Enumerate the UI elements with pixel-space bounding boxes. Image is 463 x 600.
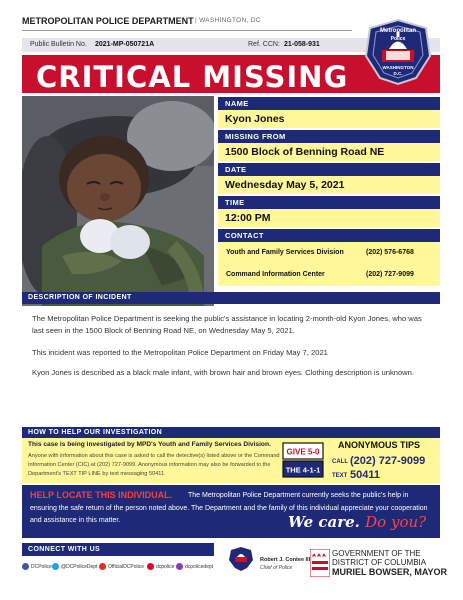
help-locate-title: HELP LOCATE THIS INDIVIDUAL. (30, 490, 173, 500)
chief-badge-icon (228, 546, 254, 572)
ccn-label: Ref. CCN: (248, 41, 280, 48)
chief-name: Robert J. Contee III (260, 557, 311, 563)
police-badge-logo (362, 18, 434, 86)
social-handle: dcpolicedept (185, 563, 214, 570)
we-care-text: We care. (288, 513, 360, 531)
contact-phone: (202) 576-6768 (366, 249, 414, 256)
tips-text-label: TEXT (332, 473, 348, 479)
dc-flag-logo (310, 549, 330, 577)
social-link-twitter[interactable] (52, 563, 97, 570)
social-link-instagram[interactable] (176, 563, 213, 570)
date-label: DATE (218, 163, 440, 176)
contact-row (218, 242, 440, 264)
missing-time: 12:00 PM (218, 209, 440, 227)
tips-text-code: 50411 (350, 469, 380, 481)
description-paragraph-1: The Metropolitan Police Department is seeking the public's assistance in locating 2-month-old Kyon Jones, who was last seen in the 1500 Block of Benning Road NE, on Wednesday May 5, 2021. (32, 314, 422, 335)
mayor-name: MURIEL BOWSER, MAYOR (332, 567, 448, 577)
facebook-icon (22, 563, 29, 570)
page-title: CRITICAL MISSING (36, 60, 349, 94)
missing-person-photo (22, 96, 214, 306)
chief-title: Chief of Police (260, 565, 293, 571)
contact-row (218, 264, 440, 286)
badge-bottom-text: Police (390, 36, 406, 42)
give-logo-bottom: THE 4-1-1 (285, 465, 321, 475)
tips-phone-number: (202) 727-9099 (350, 455, 426, 467)
social-handle: OfficialDCPolice (108, 563, 145, 570)
time-label: TIME (218, 196, 440, 209)
pinterest-icon (147, 563, 154, 570)
department-city: | WASHINGTON, DC (195, 17, 261, 24)
contact-unit: Command Information Center (226, 271, 325, 278)
give-logo-top: GIVE 5-0 (286, 447, 320, 457)
social-handle: DCPolice (31, 563, 52, 570)
ccn-number: 21-058-931 (284, 41, 320, 48)
government-line-2: DISTRICT OF COLUMBIA (332, 558, 427, 567)
badge-city-text: WASHINGTON (382, 65, 414, 70)
help-locate-text: The Metropolitan Police Department currently seeks the public's help in ensuring the safe return of the person noted above. The Department and the family of this individual appreciate your cooperation and assistance in this matter. (30, 492, 428, 524)
we-care-slogan (288, 513, 426, 531)
twitter-icon (52, 563, 59, 570)
social-handle: dcpolice (156, 563, 175, 570)
description-heading: DESCRIPTION OF INCIDENT (22, 292, 440, 304)
header-divider (22, 30, 352, 31)
description-paragraph-2: This incident was reported to the Metropolitan Police Department on Friday May 7, 2021 (32, 348, 328, 357)
department-name: METROPOLITAN POLICE DEPARTMENT (22, 16, 194, 26)
social-link-youtube[interactable] (99, 563, 144, 570)
help-instructions: Anyone with information about this case is asked to call the detective(s) listed above or the Command Information Center (CIC) at (202) 727-9099. Anonymous information may also be forwarded to the Department's TEXT TIP LINE by text messaging 50411. (28, 453, 280, 477)
badge-dc-text: D.C. (393, 71, 403, 76)
bulletin-label: Public Bulletin No. (30, 41, 87, 48)
government-line-1: GOVERNMENT OF THE (332, 549, 421, 558)
social-link-facebook[interactable] (22, 563, 52, 570)
missing-date: Wednesday May 5, 2021 (218, 176, 440, 194)
contact-unit: Youth and Family Services Division (226, 249, 344, 256)
name-label: NAME (218, 97, 440, 110)
social-link-pinterest[interactable] (147, 563, 174, 570)
tips-call-label: CALL (332, 459, 348, 465)
anonymous-tips-title: ANONYMOUS TIPS (338, 440, 421, 450)
description-paragraph-3: Kyon Jones is described as a black male infant, with brown hair and brown eyes. Clothing description is unknown. (32, 368, 415, 377)
connect-heading: CONNECT WITH US (22, 543, 214, 556)
person-name: Kyon Jones (218, 110, 440, 128)
bulletin-number: 2021-MP-050721A (95, 41, 155, 48)
social-handle: @DCPoliceDept (61, 563, 98, 570)
give-five-oh-logo (282, 442, 324, 478)
do-you-text: Do you? (365, 513, 427, 531)
contact-phone: (202) 727-9099 (366, 271, 414, 278)
missing-from-location: 1500 Block of Benning Road NE (218, 143, 440, 161)
help-heading: HOW TO HELP OUR INVESTIGATION (22, 427, 440, 438)
instagram-icon (176, 563, 183, 570)
badge-top-text: Metropolitan (380, 28, 416, 34)
missing-from-label: MISSING FROM (218, 130, 440, 143)
contact-label: CONTACT (218, 229, 440, 242)
help-investigator-line: This case is being investigated by MPD's Youth and Family Services Division. (28, 441, 271, 448)
youtube-icon (99, 563, 106, 570)
